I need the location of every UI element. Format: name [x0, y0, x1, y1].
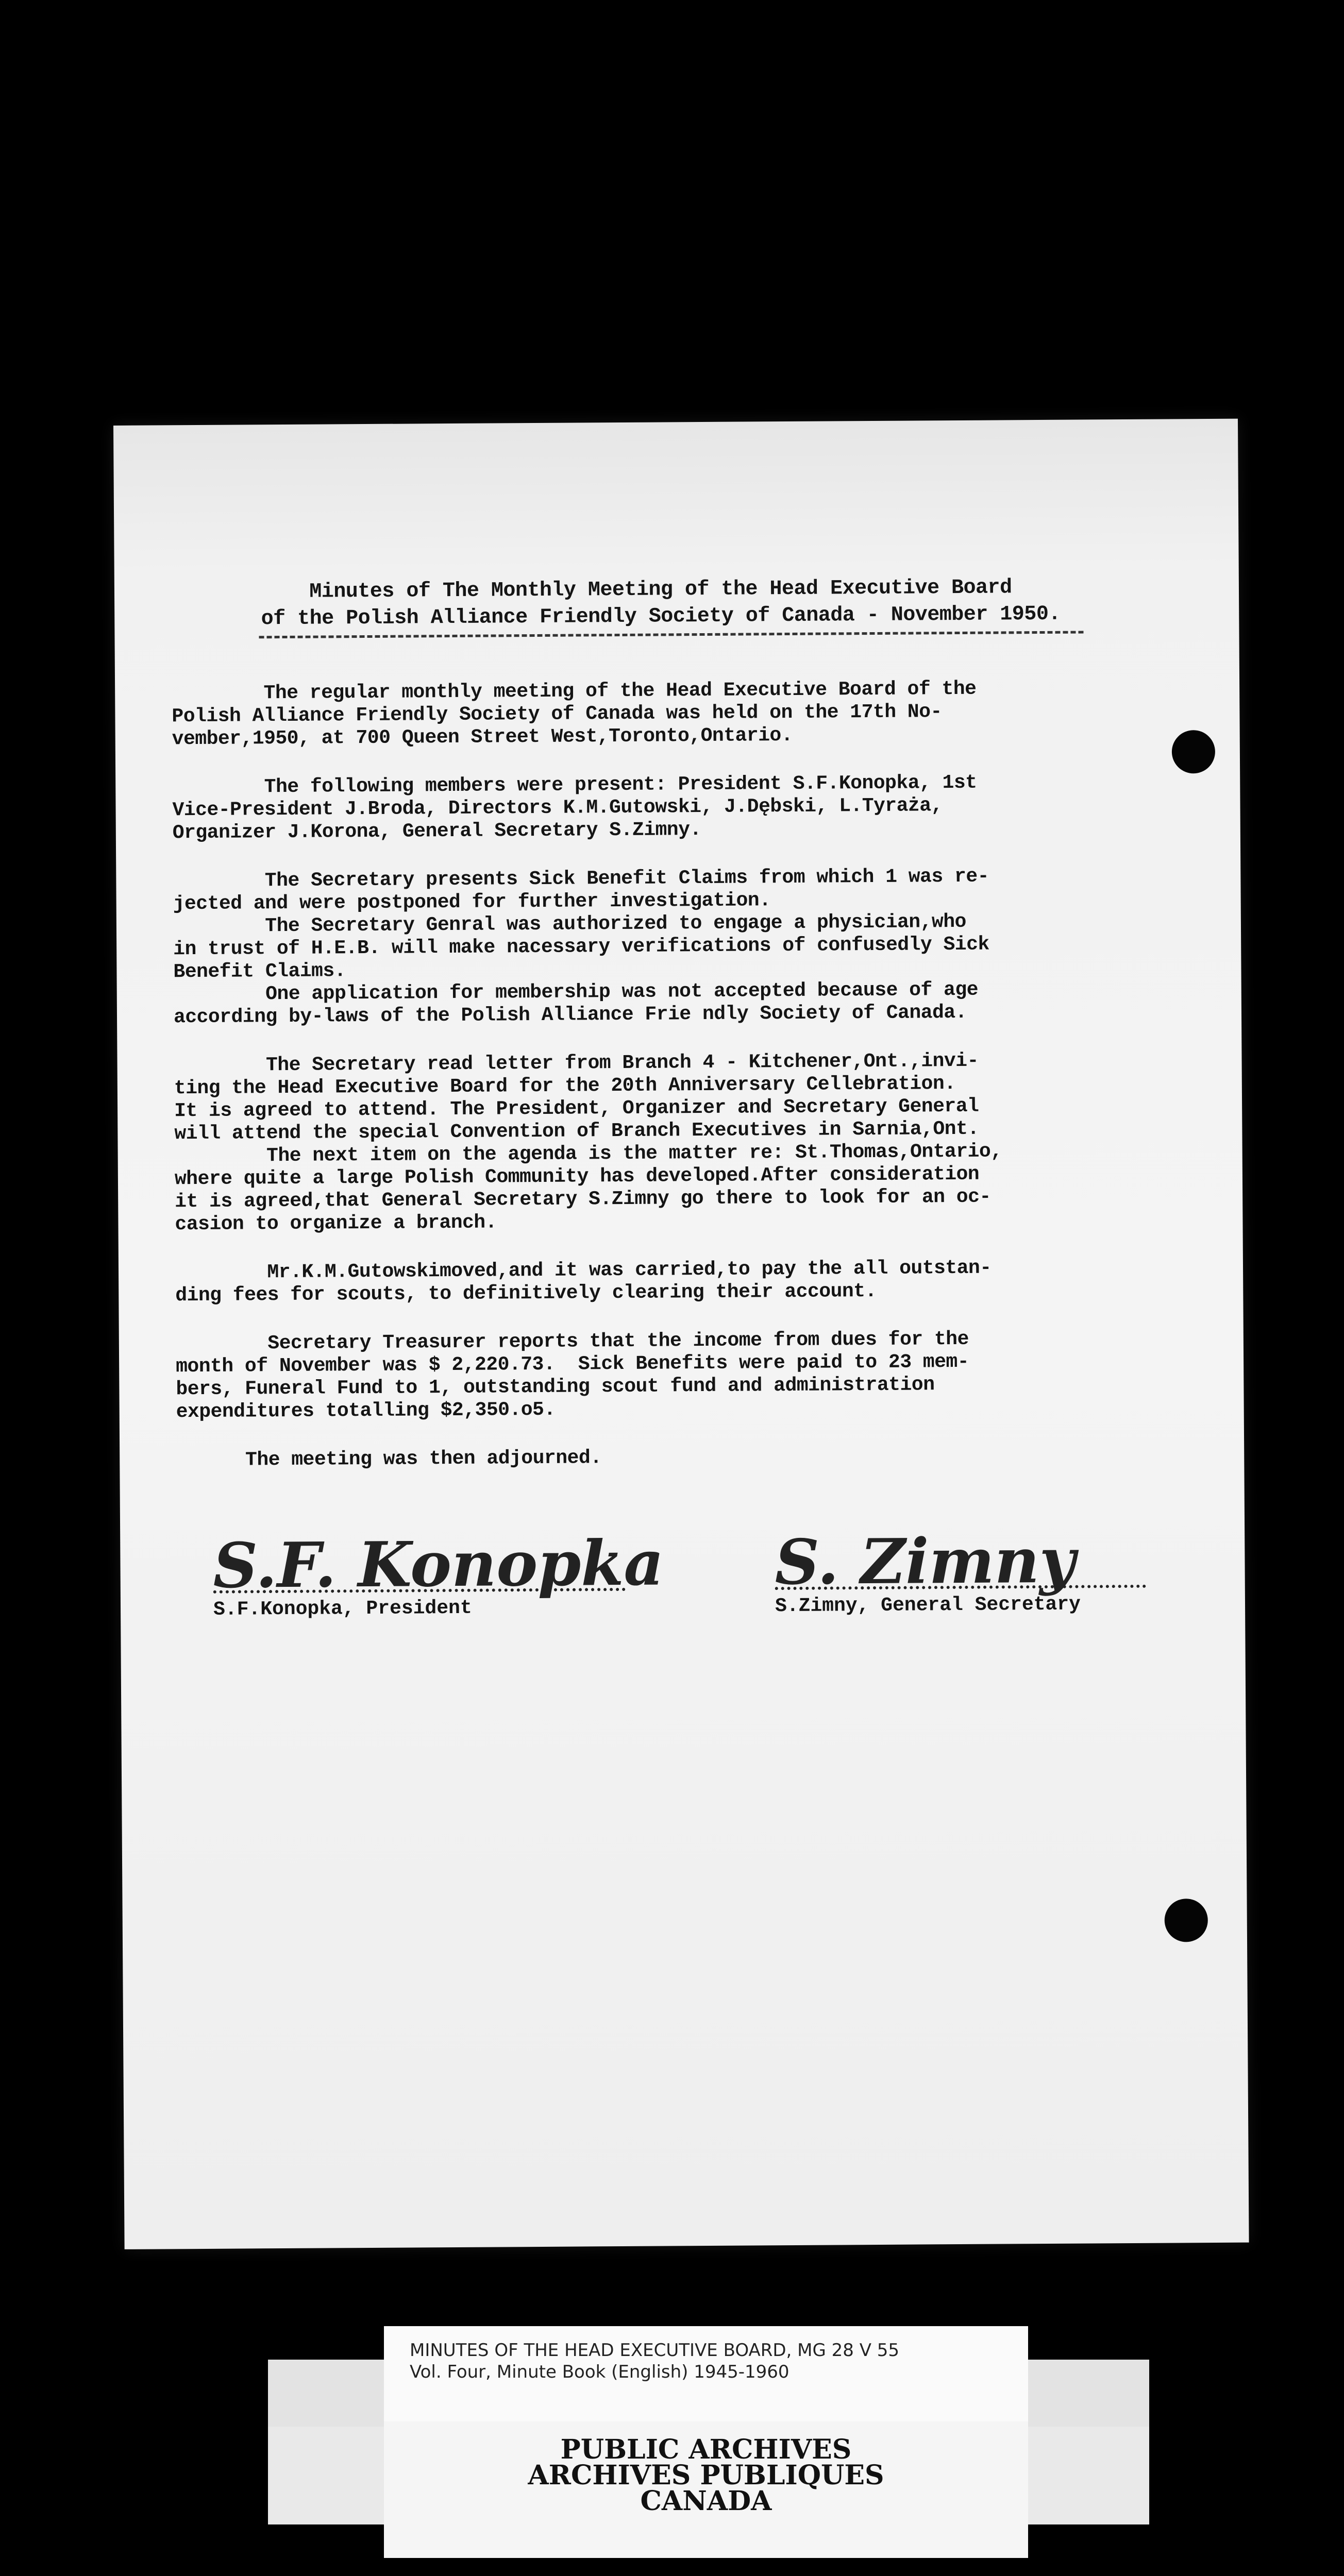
paragraph-scout-fees: Mr.K.M.Gutowskimoved,and it was carried,to pay the all outstan- ding fees for scouts, to definitively clearing their account. — [175, 1257, 992, 1307]
signature-label: S.F.Konopka, President — [213, 1597, 472, 1621]
handwritten-signature: S.F. Konopka — [213, 1527, 664, 1602]
archive-reference-line-2: Vol. Four, Minute Book (English) 1945-1960 — [410, 2362, 789, 2382]
archive-card-notch — [1028, 2360, 1149, 2427]
archive-stamp — [384, 2421, 1028, 2558]
document-title — [176, 574, 1146, 633]
archive-reference-label — [384, 2326, 1028, 2429]
paragraph-members-present: The following members were present: President S.F.Konopka, 1st Vice-President J.Broda, Directors K.M.Gutowski, J.Dębski, L.Tyraża, Organizer J.Korona, General Secretary S.Zimny. — [172, 771, 977, 844]
signature-president — [213, 1527, 664, 1621]
punch-hole — [1165, 1899, 1208, 1942]
archive-stamp-line-2: ARCHIVES PUBLIQUES — [528, 2460, 884, 2491]
title-line-1: Minutes of The Monthly Meeting of the Head Executive Board — [309, 576, 1012, 604]
archive-reference-line-1: MINUTES OF THE HEAD EXECUTIVE BOARD, MG 28 V 55 — [410, 2340, 900, 2361]
handwritten-signature: S. Zimny — [775, 1524, 1076, 1599]
archive-card-notch — [268, 2360, 384, 2427]
paragraph-adjourned: The meeting was then adjourned. — [176, 1447, 602, 1472]
paragraph-branch-letter: The Secretary read letter from Branch 4 - Kitchener,Ont.,invi- ting the Head Executive Board for the 20th Anniversary Cellebration. It is agreed to attend. The President, Organizer and Secretary General will attend the special Convention of Branch Executives in Sarnia,Ont. The next item on the agenda is the matter re: St.Thomas,Ontario, where quite a large Polish Community has developed.After consideration it is agreed,that General Secretary S.Zimny go there to look for an oc- casion to organize a branch. — [174, 1049, 1002, 1236]
paragraph-sick-benefits: The Secretary presents Sick Benefit Claims from which 1 was re- jected and were postponed for further investigation. The Secretary Genral was authorized to engage a physician,who in trust of H.E.B. will make nacessary verifications of confusedly Sick Benefit Claims. One application for membership was not accepted because of age according by-laws of the Polish Alliance Frie ndly Society of Canada. — [173, 865, 989, 1029]
document-page — [113, 419, 1249, 2249]
paragraph-meeting-held: The regular monthly meeting of the Head Executive Board of the Polish Alliance Friendly Society of Canada was held on the 17th No- vember,1950, at 700 Queen Street West,Toronto,Ontario. — [172, 677, 977, 751]
title-line-2: of the Polish Alliance Friendly Society of Canada - November 1950. — [261, 602, 1061, 631]
archive-stamp-line-1: PUBLIC ARCHIVES — [560, 2434, 852, 2465]
paragraph-treasurer-report: Secretary Treasurer reports that the income from dues for the month of November was $ 2,220.73. Sick Benefits were paid to 23 mem- bers, Funeral Fund to 1, outstanding scout fund and administration expenditures totalling $2,350.o5. — [175, 1328, 969, 1423]
archive-stamp-line-3: CANADA — [640, 2485, 772, 2517]
minutes-body — [172, 676, 1186, 1472]
signature-label: S.Zimny, General Secretary — [775, 1593, 1081, 1618]
signature-secretary — [775, 1524, 1146, 1618]
